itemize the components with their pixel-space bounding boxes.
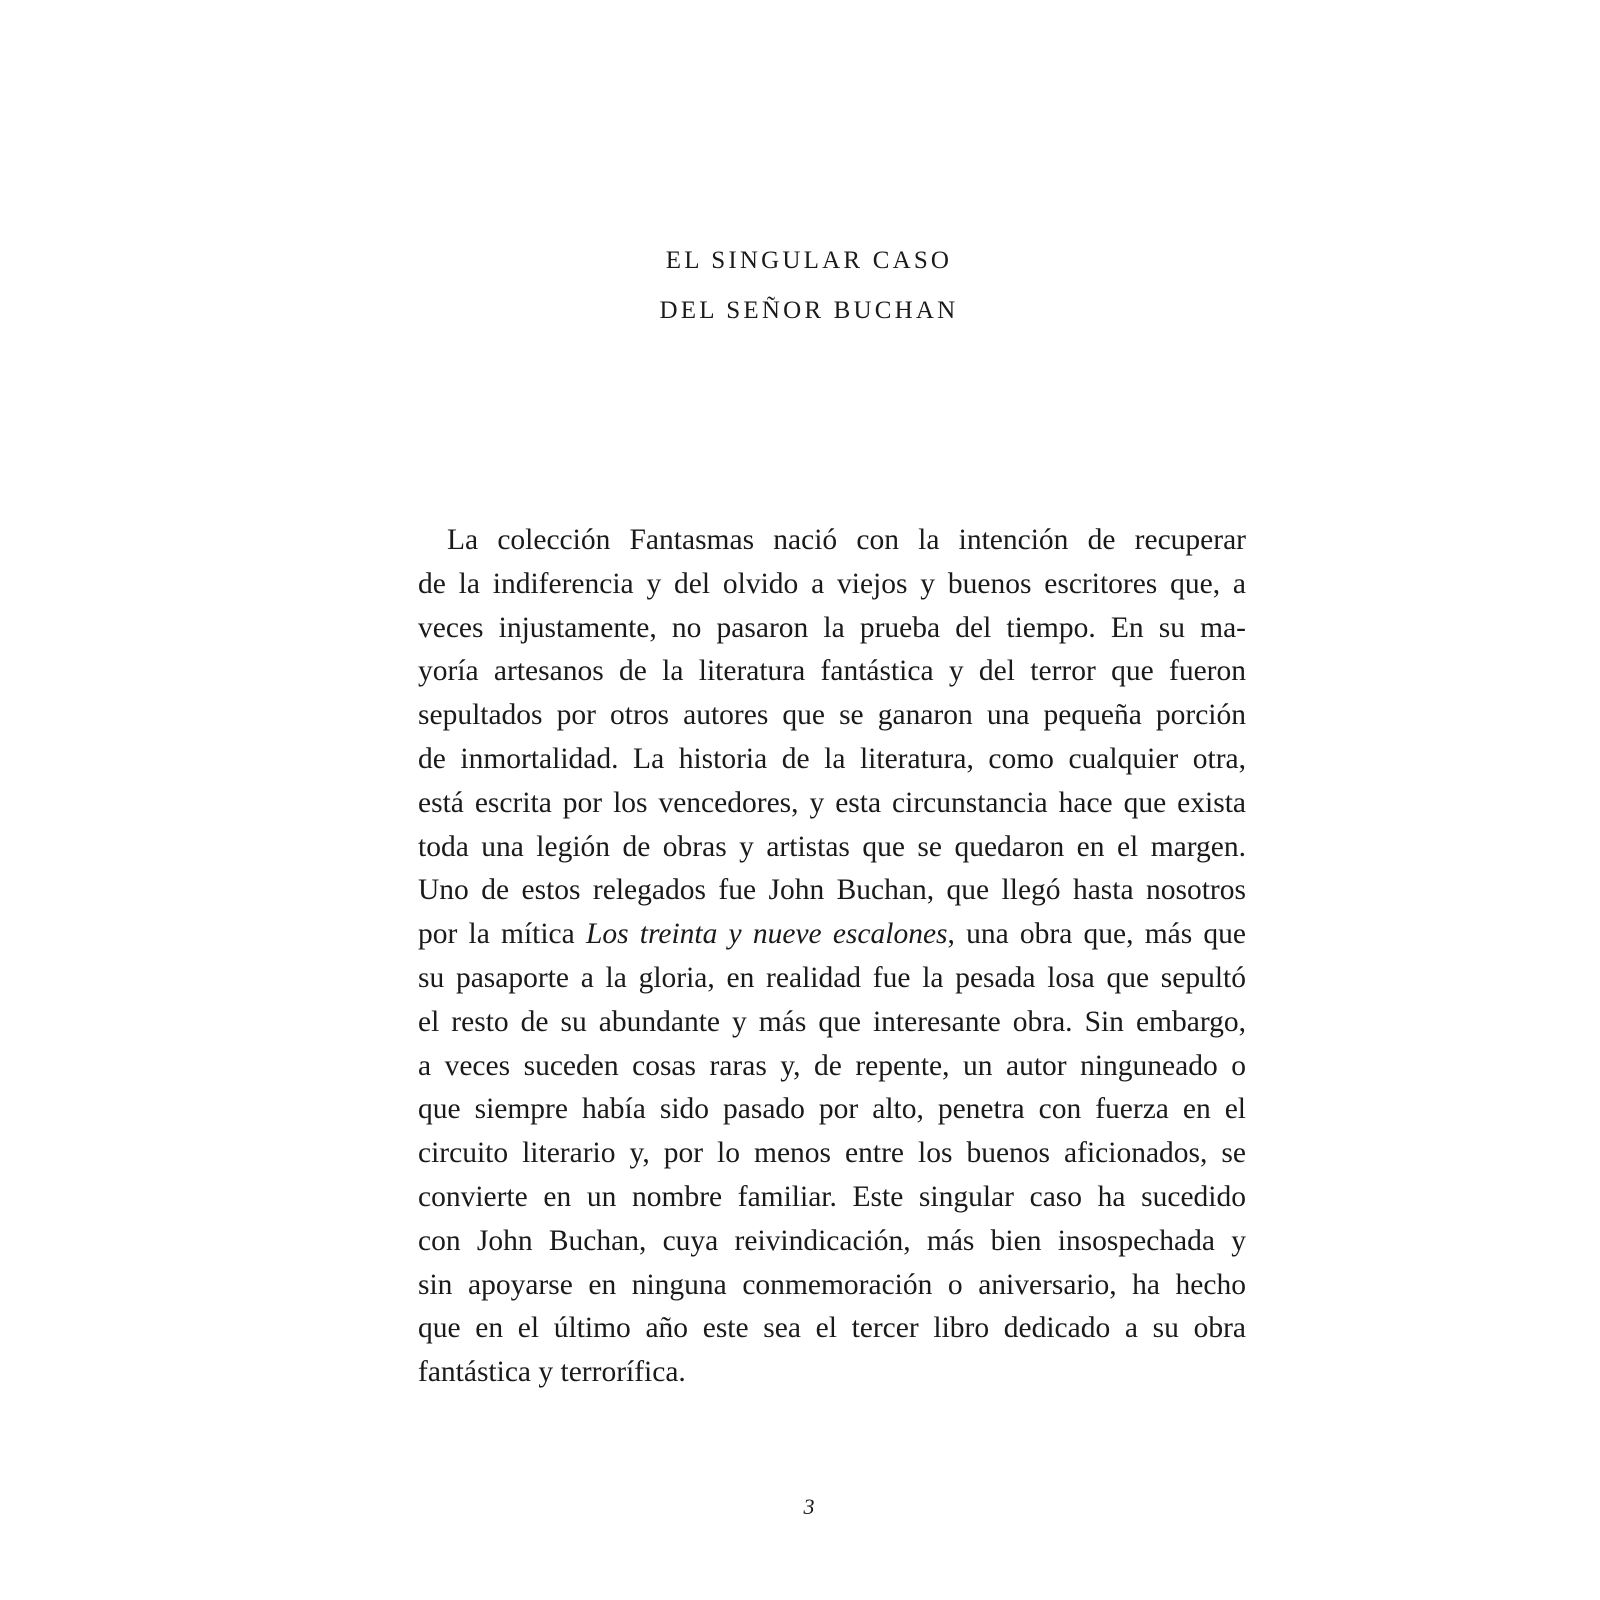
body-line: está escrita por los vencedores, y esta circunstancia hace que exista (418, 786, 1246, 819)
body-line-last: fantástica y terrorífica. (418, 1356, 686, 1389)
body-line: La colección Fantasmas nació con la intención de recuperar (447, 524, 1246, 556)
body-line: el resto de su abundante y más que interesante obra. Sin embargo, (418, 1005, 1246, 1038)
body-line-text-after: , una obra que, más que (947, 918, 1247, 951)
body-line: que siempre había sido pasado por alto, penetra con fuerza en el (418, 1093, 1246, 1126)
body-line: veces injustamente, no pasaron la prueba del tiempo. En su ma- (418, 611, 1246, 644)
body-line-with-book-title (418, 913, 1246, 957)
book-title-italic: Los treinta y nueve escalones (585, 918, 948, 951)
body-line: convierte en un nombre familiar. Este singular caso ha sucedido (418, 1180, 1246, 1213)
body-line: circuito literario y, por lo menos entre los buenos aficionados, se (418, 1137, 1246, 1170)
chapter-title (0, 236, 1600, 336)
body-line: que en el último año este sea el tercer libro dedicado a su obra (418, 1312, 1246, 1345)
body-line: con John Buchan, cuya reivindicación, más bien insospechada y (418, 1224, 1246, 1257)
page-number: 3 (803, 1494, 815, 1519)
body-line: de inmortalidad. La historia de la literatura, como cualquier otra, (418, 742, 1246, 775)
body-paragraph (418, 519, 1246, 1395)
body-line: de la indiferencia y del olvido a viejos y buenos escritores que, a (418, 567, 1246, 600)
body-line: a veces suceden cosas raras y, de repente, un autor ninguneado o (418, 1049, 1246, 1082)
body-line: toda una legión de obras y artistas que se quedaron en el margen. (418, 830, 1246, 863)
chapter-title-line-2: DEL SEÑOR BUCHAN (659, 297, 959, 324)
body-line: yoría artesanos de la literatura fantástica y del terror que fueron (418, 655, 1246, 688)
body-line: sepultados por otros autores que se ganaron una pequeña porción (418, 699, 1246, 732)
body-line: su pasaporte a la gloria, en realidad fue la pesada losa que sepultó (418, 961, 1246, 994)
body-line-text-before: por la mítica (418, 918, 586, 951)
body-line: Uno de estos relegados fue John Buchan, que llegó hasta nosotros (418, 874, 1246, 907)
body-line: sin apoyarse en ninguna conmemoración o aniversario, ha hecho (418, 1268, 1246, 1301)
chapter-title-line-1: EL SINGULAR CASO (665, 247, 953, 274)
